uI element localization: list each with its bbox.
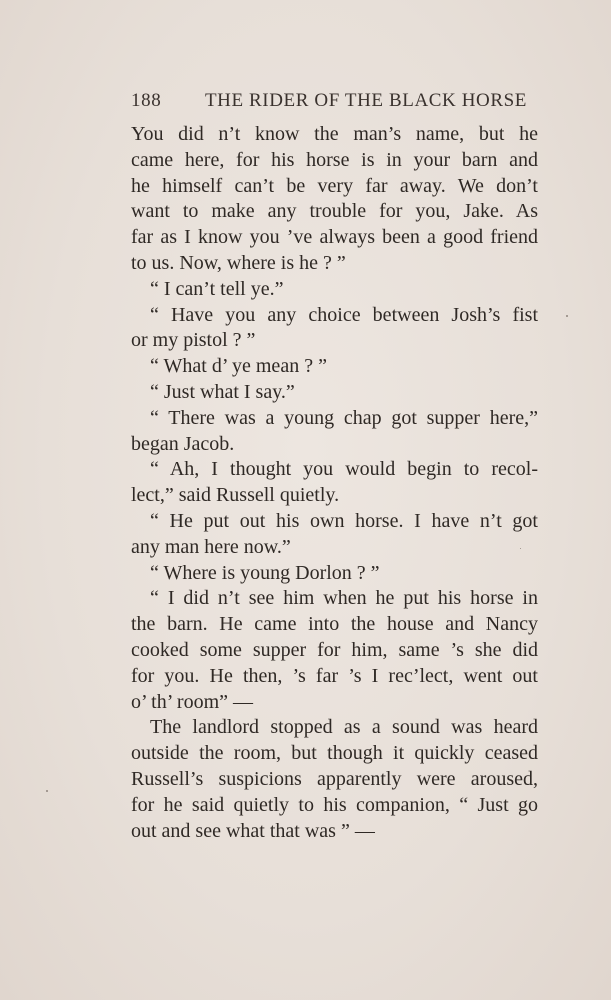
text-line: outside the room, but though it quickly ceased <box>131 742 538 765</box>
text-line: “ Ah, I thought you would begin to recol- <box>150 458 538 481</box>
text-line: out and see what that was ” — <box>131 819 375 842</box>
text-line: the barn. He came into the house and Nancy <box>131 613 538 636</box>
paper-speck <box>46 790 48 792</box>
paper-speck <box>520 548 521 549</box>
text-line: “ Where is young Dorlon ? ” <box>150 561 380 584</box>
text-line: “ I can’t tell ye.” <box>150 277 284 300</box>
text-line: “ There was a young chap got supper here,” <box>150 406 538 429</box>
text-line: for he said quietly to his companion, “ Just go <box>131 793 538 816</box>
text-line: for you. He then, ’s far ’s I rec’lect, went out <box>131 664 538 687</box>
text-line: “ Have you any choice between Josh’s fist <box>150 303 538 326</box>
text-line: “ Just what I say.” <box>150 380 295 403</box>
text-line: “ What d’ ye mean ? ” <box>150 355 327 378</box>
text-line: he himself can’t be very far away. We don’t <box>131 174 538 197</box>
text-line: began Jacob. <box>131 432 235 455</box>
text-line: The landlord stopped as a sound was heard <box>150 716 538 739</box>
running-header <box>131 90 527 112</box>
text-line: want to make any trouble for you, Jake. As <box>131 200 538 223</box>
text-line: any man here now.” <box>131 535 291 558</box>
text-line: cooked some supper for him, same ’s she did <box>131 638 538 661</box>
text-line: or my pistol ? ” <box>131 329 256 352</box>
text-line: lect,” said Russell quietly. <box>131 484 340 507</box>
text-line: “ I did n’t see him when he put his horse in <box>150 587 538 610</box>
page-number: 188 <box>131 90 162 111</box>
text-line: o’ th’ room” — <box>131 690 254 713</box>
paper-speck <box>566 315 568 317</box>
text-line: came here, for his horse is in your barn and <box>131 148 538 171</box>
running-title: THE RIDER OF THE BLACK HORSE <box>204 90 527 111</box>
text-line: far as I know you ’ve always been a good friend <box>131 226 538 249</box>
text-line: “ He put out his own horse. I have n’t got <box>150 509 538 532</box>
text-line: Russell’s suspicions apparently were aroused, <box>131 767 538 790</box>
text-line: to us. Now, where is he ? ” <box>131 251 346 274</box>
text-line: You did n’t know the man’s name, but he <box>131 123 538 145</box>
body-text <box>131 122 538 844</box>
